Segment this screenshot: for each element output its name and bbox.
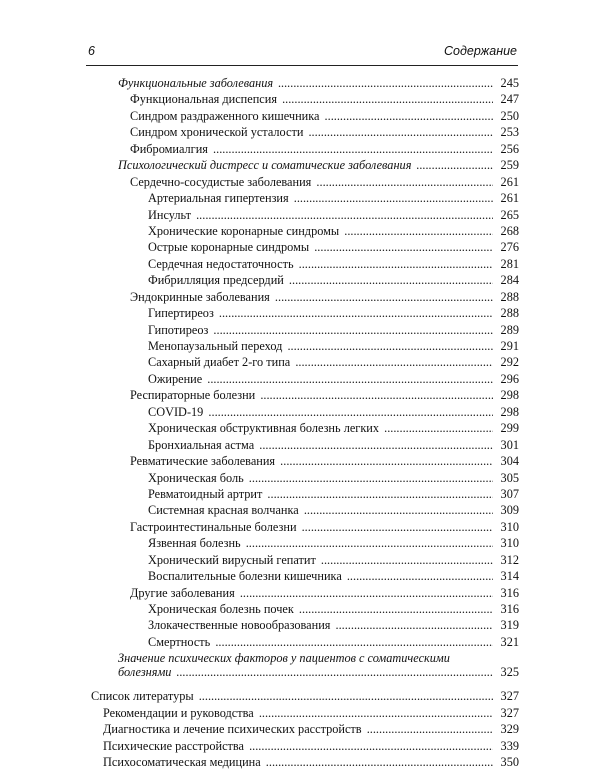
toc-leader — [103, 721, 493, 737]
toc-entry-title: Синдром хронической усталости — [130, 125, 304, 140]
toc-entry[interactable] — [0, 470, 600, 486]
toc-entry[interactable] — [0, 585, 600, 601]
toc-entry-title: Эндокринные заболевания — [130, 289, 270, 304]
toc-leader — [148, 305, 493, 321]
toc-entry[interactable] — [0, 141, 600, 157]
toc-page-number: 291 — [500, 339, 519, 353]
toc-entry[interactable] — [0, 754, 600, 770]
toc-entry-title: Хроническая боль — [148, 470, 244, 485]
toc-page-number: 312 — [500, 552, 519, 567]
toc-leader — [148, 371, 493, 387]
toc-leader — [148, 190, 493, 206]
toc-page-number: 325 — [500, 665, 519, 680]
toc-page-number: 316 — [500, 585, 519, 600]
toc-page-number: 310 — [500, 519, 519, 534]
toc-page-number: 247 — [500, 92, 519, 107]
toc-page-number: 259 — [500, 158, 519, 173]
toc-leader — [118, 157, 493, 173]
toc-leader — [148, 437, 493, 453]
toc-leader — [130, 174, 493, 190]
toc-entry-title: Фибрилляция предсердий — [148, 273, 284, 288]
toc-entry-title: Хроническая обструктивная болезнь легких — [148, 421, 380, 436]
toc-leader — [148, 239, 493, 255]
toc-page-number: 256 — [500, 141, 519, 156]
toc-entry-title: Ревматоидный артрит — [148, 486, 263, 501]
toc-page-number: 245 — [500, 76, 519, 90]
toc-entry[interactable] — [0, 387, 600, 403]
toc-entry[interactable] — [0, 174, 600, 190]
toc-entry[interactable] — [0, 437, 600, 453]
toc-entry[interactable] — [0, 223, 600, 239]
page-number: 6 — [88, 44, 95, 58]
toc-entry-title: Хронические коронарные синдромы — [148, 223, 340, 238]
toc-page-number: 281 — [500, 256, 519, 271]
toc-leader — [148, 535, 493, 551]
toc-page-number: 299 — [500, 421, 519, 436]
toc-leader — [148, 552, 493, 568]
toc-leader — [130, 141, 493, 157]
toc-page-number: 316 — [500, 602, 519, 616]
toc-entry-title: Хроническая болезнь почек — [148, 602, 294, 616]
toc-entry-title: Хронический вирусный гепатит — [148, 552, 316, 567]
toc-page-number: 309 — [500, 503, 519, 518]
toc-entry-title: Фибромиалгия — [130, 141, 208, 156]
toc-leader — [130, 124, 493, 140]
toc-entry[interactable] — [0, 108, 600, 124]
toc-entry-title: Психологический дистресс и соматические заболевания — [118, 158, 412, 173]
toc-leader — [130, 289, 493, 305]
toc-leader — [148, 502, 493, 518]
toc-entry[interactable] — [0, 535, 600, 551]
toc-entry[interactable] — [0, 617, 600, 633]
toc-leader — [130, 453, 493, 469]
toc-page-number: 350 — [500, 755, 519, 770]
toc-entry-title: Системная красная волчанка — [148, 503, 299, 518]
toc-entry-title: Гипертиреоз — [148, 306, 214, 321]
toc-entry[interactable] — [0, 354, 600, 370]
toc-entry[interactable] — [0, 601, 600, 617]
toc-entry-title: болезнями — [118, 665, 172, 680]
toc-leader — [148, 568, 493, 584]
toc-entry[interactable] — [0, 124, 600, 140]
toc-page-number: 268 — [500, 223, 519, 238]
toc-leader — [103, 738, 493, 754]
toc-entry[interactable] — [0, 256, 600, 272]
toc-entry-title: Острые коронарные синдромы — [148, 240, 310, 255]
toc-entry[interactable] — [0, 453, 600, 469]
toc-page-number: 339 — [500, 738, 519, 753]
toc-entry[interactable] — [0, 371, 600, 387]
toc-entry-title: Психические расстройства — [103, 738, 244, 753]
toc-page-number: 289 — [500, 322, 519, 337]
toc-leader — [130, 585, 493, 601]
toc-entry-title: Список литературы — [91, 689, 194, 704]
toc-leader — [148, 601, 493, 617]
toc-entry[interactable] — [0, 568, 600, 584]
toc-leader — [148, 617, 493, 633]
toc-entry-title: Респираторные болезни — [130, 388, 256, 403]
toc-leader — [148, 634, 493, 650]
running-title: Содержание — [444, 44, 517, 58]
toc-leader — [148, 272, 493, 288]
toc-leader — [148, 404, 493, 420]
toc-page-number: 319 — [500, 618, 519, 633]
toc-leader — [130, 519, 493, 535]
toc-page-number: 301 — [500, 437, 519, 452]
toc-entry-title: Диагностика и лечение психических расстройств — [103, 722, 362, 737]
toc-entry[interactable] — [0, 75, 600, 91]
toc-leader — [118, 664, 493, 680]
toc-entry[interactable] — [0, 305, 600, 321]
toc-page-number: 298 — [500, 404, 519, 419]
toc-entry[interactable] — [0, 289, 600, 305]
toc-page-number: 329 — [500, 722, 519, 737]
toc-leader — [103, 754, 493, 770]
toc-entry-title: Ожирение — [148, 371, 203, 386]
toc-entry-title: Другие заболевания — [130, 585, 235, 600]
toc-entry[interactable] — [0, 502, 600, 518]
toc-entry-title: Злокачественные новообразования — [148, 618, 331, 633]
toc-entry-title: Сердечная недостаточность — [148, 256, 294, 271]
toc-page-number: 307 — [500, 486, 519, 501]
toc-leader — [148, 207, 493, 223]
toc-entry[interactable] — [0, 486, 600, 502]
toc-entry-title: Функциональные заболевания — [118, 76, 274, 90]
toc-leader — [130, 91, 493, 107]
toc-entry-title: Ревматические заболевания — [130, 454, 276, 469]
toc-leader — [118, 75, 493, 91]
toc-leader — [148, 322, 493, 338]
toc-page-number: 288 — [500, 289, 519, 304]
toc-entry-title: Воспалительные болезни кишечника — [148, 569, 342, 584]
toc-entry-title: Смертность — [148, 634, 211, 649]
toc-page-number: 284 — [500, 273, 519, 288]
toc-page-number: 250 — [500, 108, 519, 123]
toc-page-number: 276 — [500, 240, 519, 255]
toc-leader — [148, 470, 493, 486]
toc-leader — [148, 354, 493, 370]
toc-leader — [148, 223, 493, 239]
toc-entry[interactable] — [0, 207, 600, 223]
toc-entry-title: Язвенная болезнь — [148, 536, 241, 551]
toc-page-number: 292 — [500, 355, 519, 370]
toc-entry[interactable] — [0, 552, 600, 568]
toc-page-number: 265 — [500, 207, 519, 222]
toc-leader — [91, 688, 493, 704]
toc-entry-title: Менопаузальный переход — [148, 339, 283, 353]
toc-page-number: 253 — [500, 125, 519, 140]
toc-entry[interactable] — [0, 519, 600, 535]
toc-leader — [130, 387, 493, 403]
toc-leader — [148, 338, 493, 354]
toc-entry-title: Функциональная диспепсия — [130, 92, 277, 107]
toc-leader — [148, 256, 493, 272]
toc-entry[interactable] — [0, 634, 600, 650]
toc-entry[interactable] — [0, 738, 600, 754]
header-rule — [86, 65, 518, 66]
page-header — [88, 44, 517, 62]
toc-page-number: 321 — [500, 634, 519, 649]
toc-entry[interactable] — [0, 420, 600, 436]
toc-page-number: 261 — [500, 191, 519, 206]
toc-page-number: 296 — [500, 371, 519, 386]
toc-page-number: 261 — [500, 174, 519, 189]
toc-leader — [148, 486, 493, 502]
toc-entry-title: Психосоматическая медицина — [103, 755, 261, 770]
toc-leader — [148, 420, 493, 436]
toc-entry-title: Сердечно-сосудистые заболевания — [130, 174, 312, 189]
toc-entry[interactable] — [0, 338, 600, 354]
toc-page-number: 305 — [500, 470, 519, 485]
toc-entry[interactable] — [0, 705, 600, 721]
toc-entry-title: Гастроинтестинальные болезни — [130, 519, 297, 534]
toc-entry[interactable] — [0, 239, 600, 255]
toc-page-number: 314 — [500, 569, 519, 584]
toc-entry[interactable] — [0, 272, 600, 288]
toc-leader — [130, 108, 493, 124]
toc-entry[interactable] — [0, 721, 600, 737]
toc-page-number: 327 — [500, 705, 519, 720]
toc-leader — [103, 705, 493, 721]
toc-entry[interactable] — [0, 91, 600, 107]
toc-page-number: 310 — [500, 536, 519, 551]
toc-entry[interactable] — [0, 157, 600, 173]
toc-entry[interactable] — [0, 404, 600, 420]
toc-entry-title: Бронхиальная астма — [148, 437, 255, 452]
toc-entry-title: Значение психических факторов у пациентов с соматическими — [118, 651, 450, 666]
toc-entry-title: COVID-19 — [148, 404, 204, 419]
toc-page-number: 304 — [500, 454, 519, 469]
toc-page-number: 298 — [500, 388, 519, 403]
toc-entry-title: Синдром раздраженного кишечника — [130, 108, 320, 123]
toc-entry[interactable] — [0, 650, 600, 680]
toc-entry-title: Инсульт — [148, 207, 192, 222]
toc-entry[interactable] — [0, 190, 600, 206]
toc-page-number: 288 — [500, 306, 519, 321]
toc-entry[interactable] — [0, 322, 600, 338]
toc-entry-title: Сахарный диабет 2-го типа — [148, 355, 291, 370]
toc-page-number: 327 — [500, 689, 519, 704]
toc-entry-title: Рекомендации и руководства — [103, 705, 254, 720]
table-of-contents — [0, 75, 600, 771]
toc-entry-title: Гипотиреоз — [148, 322, 209, 337]
toc-entry-title: Артериальная гипертензия — [148, 191, 289, 206]
toc-entry[interactable] — [0, 688, 600, 704]
